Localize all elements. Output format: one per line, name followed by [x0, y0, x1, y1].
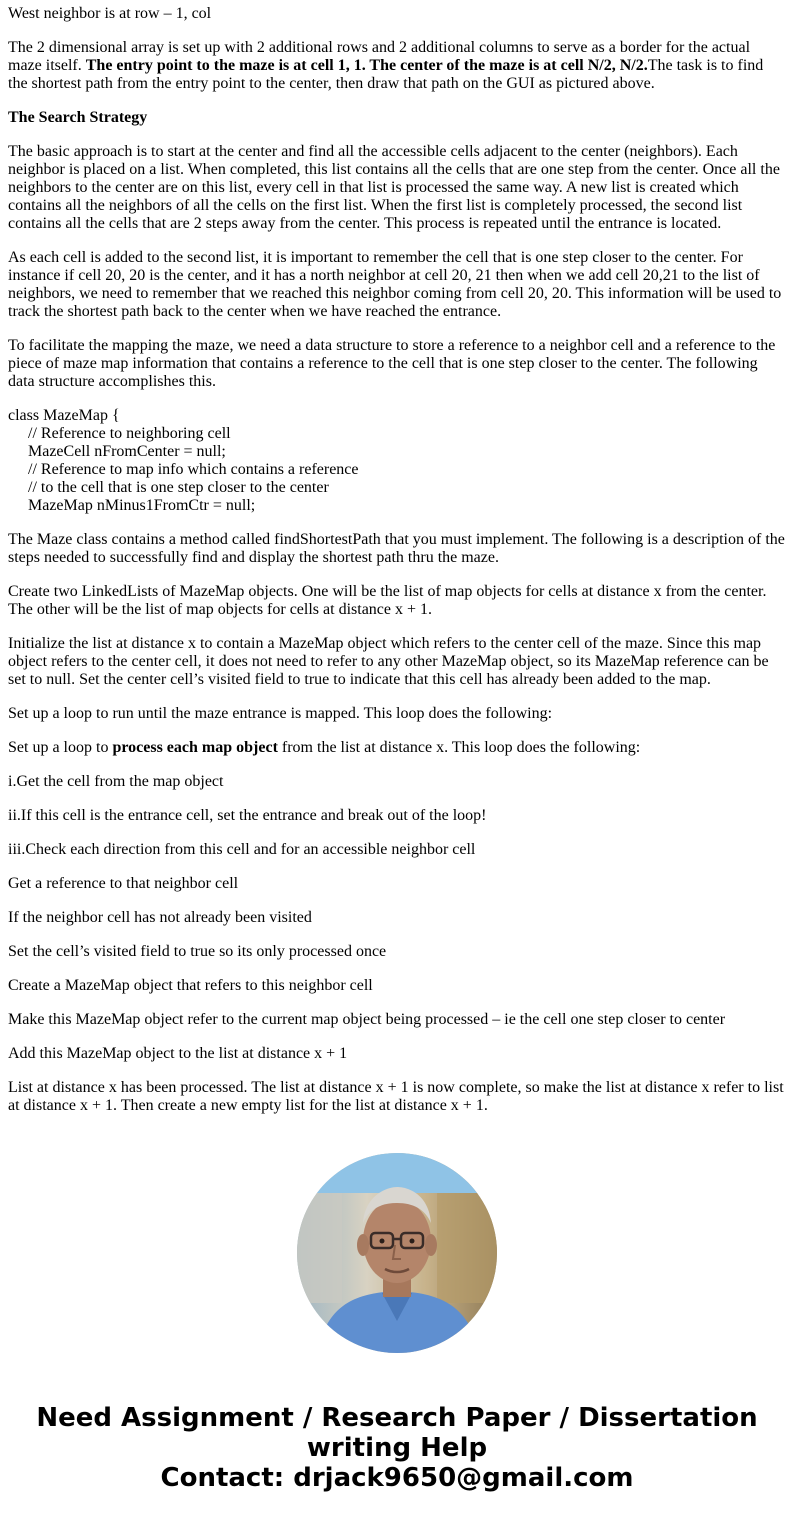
paragraph-basic-approach: The basic approach is to start at the center and find all the accessible cells adjacent to the center (neighbors). Each neighbor is placed on a list. When completed, this list contains all the cells that are one step from the center. Once all the neighbors to the center are on this list, every cell in that list is processed the same way. A new list is created which contains all the neighbors of all the cells on the first list. When the first list is completely processed, the second list contains all the cells that are 2 steps away from the center. This process is repeated until the entrance is located. — [8, 143, 780, 232]
footer-line: writing Help — [306, 1433, 488, 1463]
step-get-neighbor: Get a reference to that neighbor cell — [8, 875, 239, 892]
paragraph-outer-loop: Set up a loop to run until the maze entrance is mapped. This loop does the following: — [8, 705, 553, 722]
code-line: // Reference to map info which contains a reference — [28, 461, 359, 478]
text-task: The task is to find the shortest path from the entry point to the center, then draw that path on the GUI as pictured above. — [8, 57, 764, 92]
step-get-cell: i.Get the cell from the map object — [8, 773, 224, 790]
step-check-directions: iii.Check each direction from this cell and for an accessible neighbor cell — [8, 841, 476, 858]
step-set-visited: Set the cell’s visited field to true so its only processed once — [8, 943, 387, 960]
paragraph-list-processed: List at distance x has been processed. The list at distance x + 1 is now complete, so make the list at distance x refer to list at distance x + 1. Then create a new empty list for the list at distance x + 1. — [8, 1079, 784, 1114]
text-inner-loop-end: from the list at distance x. This loop does the following: — [277, 739, 641, 756]
code-block-mazemap — [8, 407, 786, 515]
step-not-visited: If the neighbor cell has not already been visited — [8, 909, 312, 926]
code-line: // Reference to neighboring cell — [28, 425, 231, 442]
paragraph-find-shortest-path: The Maze class contains a method called findShortestPath that you must implement. The following is a description of the steps needed to successfully find and display the shortest path thru the maze. — [8, 531, 785, 566]
paragraph-remember-cell: As each cell is added to the second list, it is important to remember the cell that is one step closer to the center. For instance if cell 20, 20 is the center, and it has a north neighbor at cell 20, 21 then when we add cell 20,21 to the list of neighbors, we need to remember that we reached this neighbor coming from cell 20, 20. This information will be used to track the shortest path back to the center when we have reached the entrance. — [8, 249, 782, 320]
code-line: class MazeMap { — [8, 407, 120, 424]
heading-search-strategy — [8, 109, 786, 127]
footer-contact-banner — [0, 1403, 794, 1493]
paragraph-array-setup — [8, 39, 786, 93]
footer-line: Need Assignment / Research Paper / Dissertation — [36, 1403, 758, 1433]
paragraph-inner-loop — [8, 739, 786, 757]
step-create-mazemap: Create a MazeMap object that refers to this neighbor cell — [8, 977, 373, 994]
text-inner-loop-start: Set up a loop to — [8, 739, 113, 756]
heading-search-strategy-text: The Search Strategy — [8, 109, 148, 126]
footer-contact-email: Contact: drjack9650@gmail.com — [160, 1463, 634, 1493]
code-line: // to the cell that is one step closer to the center — [28, 479, 329, 496]
paragraph-data-structure: To facilitate the mapping the maze, we need a data structure to store a reference to a neighbor cell and a reference to the piece of maze map information that contains a reference to the cell that is one step closer to the center. The following data structure accomplishes this. — [8, 337, 776, 390]
step-entrance-check: ii.If this cell is the entrance cell, set the entrance and break out of the loop! — [8, 807, 487, 824]
author-avatar — [297, 1153, 497, 1353]
text-array-setup: The 2 dimensional array is set up with 2 additional rows and 2 additional columns to serve as a border for the actual maze itself. — [8, 39, 751, 74]
step-add-to-list: Add this MazeMap object to the list at distance x + 1 — [8, 1045, 348, 1062]
author-portrait-image — [297, 1153, 497, 1353]
text-entry-center-bold: The entry point to the maze is at cell 1, 1. The center of the maze is at cell N/2, N/2. — [85, 57, 648, 74]
code-line: MazeCell nFromCenter = null; — [28, 443, 226, 460]
document-body — [8, 5, 786, 1131]
step-refer-current: Make this MazeMap object refer to the current map object being processed – ie the cell one step closer to center — [8, 1011, 726, 1028]
paragraph-west-neighbor: West neighbor is at row – 1, col — [8, 5, 212, 22]
code-line: MazeMap nMinus1FromCtr = null; — [28, 497, 256, 514]
text-process-each-map-object: process each map object — [112, 739, 278, 756]
paragraph-linked-lists: Create two LinkedLists of MazeMap objects. One will be the list of map objects for cells at distance x from the center. The other will be the list of map objects for cells at distance x + 1. — [8, 583, 767, 618]
paragraph-initialize-list: Initialize the list at distance x to contain a MazeMap object which refers to the center cell of the maze. Since this map object refers to the center cell, it does not need to refer to any other MazeMap object, so its MazeMap reference can be set to null. Set the center cell’s visited field to true to indicate that this cell has already been added to the map. — [8, 635, 769, 688]
